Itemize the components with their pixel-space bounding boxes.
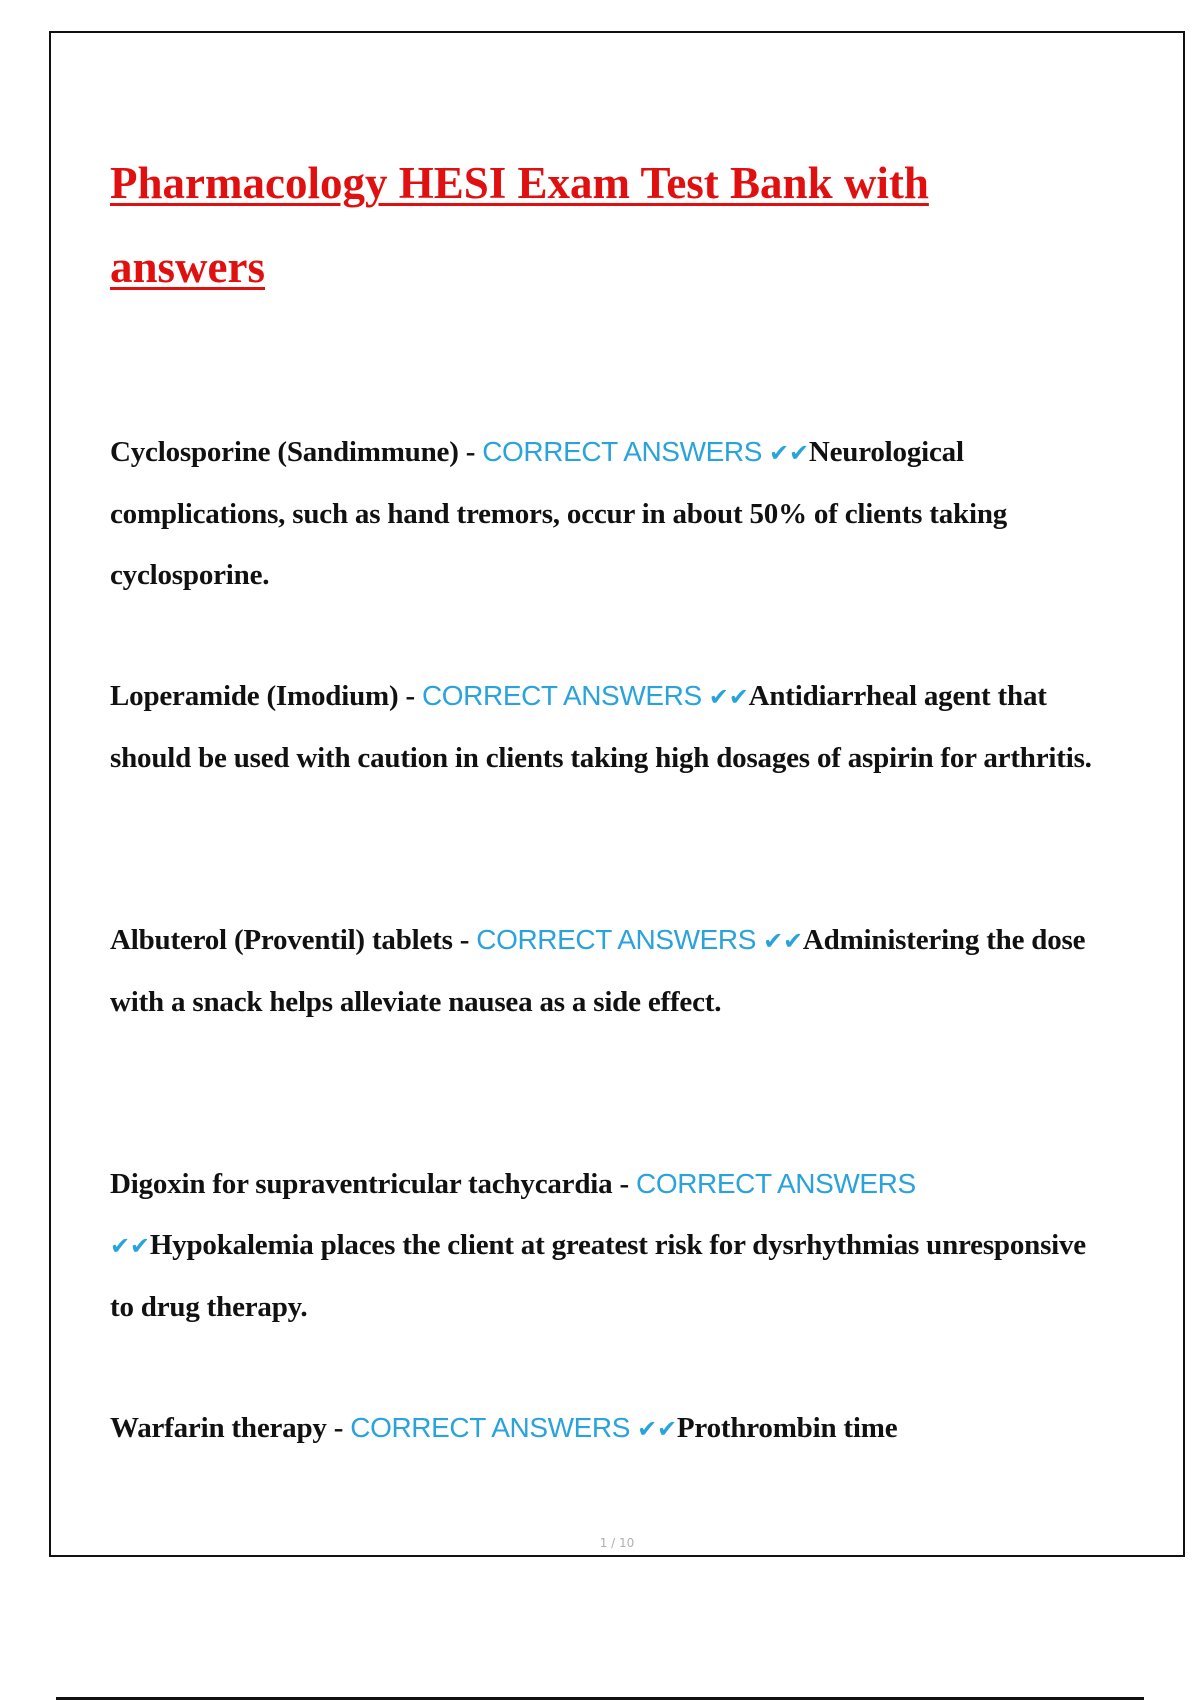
entry-term: Warfarin therapy: [110, 1412, 327, 1444]
entry-term: Cyclosporine (Sandimmune): [110, 436, 459, 468]
qa-entry: [110, 665, 1110, 789]
entry-answer: Administering the dose with a snack helps alleviate nausea as a side effect.: [110, 924, 1086, 1018]
entry-separator: -: [326, 1412, 351, 1444]
entry-answer: Neurological complications, such as hand tremors, occur in about 50% of clients taking cyclosporine.: [110, 436, 1008, 591]
qa-entry: [110, 1397, 1110, 1460]
entry-separator: -: [458, 436, 483, 468]
double-check-icon: ✔✔: [708, 683, 749, 711]
double-check-icon: ✔✔: [763, 927, 803, 955]
correct-answers-label: CORRECT ANSWERS: [482, 436, 762, 467]
entry-term: Digoxin for supraventricular tachycardia: [110, 1168, 613, 1200]
qa-entry: [110, 909, 1110, 1033]
page-indicator: 1 / 10: [599, 1536, 635, 1550]
entry-term: Albuterol (Proventil) tablets: [110, 924, 453, 956]
double-check-icon: ✔✔: [769, 439, 809, 467]
document-page: [49, 31, 1185, 1557]
double-check-icon: ✔✔: [637, 1415, 677, 1443]
qa-entry: [110, 421, 1110, 606]
entry-term: Loperamide (Imodium): [110, 680, 399, 712]
correct-answers-label: CORRECT ANSWERS: [636, 1168, 916, 1199]
entry-separator: -: [452, 924, 477, 956]
document-title: [110, 141, 1090, 309]
entry-separator: -: [612, 1168, 636, 1200]
entry-separator: -: [398, 680, 422, 712]
correct-answers-label: CORRECT ANSWERS: [350, 1412, 631, 1443]
correct-answers-label: CORRECT ANSWERS: [476, 924, 757, 955]
document-title-text: Pharmacology HESI Exam Test Bank with answers: [110, 158, 929, 292]
qa-entry: [110, 1153, 1110, 1338]
entry-answer: Prothrombin time: [676, 1412, 898, 1444]
entry-answer: Hypokalemia places the client at greatest risk for dysrhythmias unresponsive to drug therapy.: [110, 1229, 1086, 1323]
correct-answers-label: CORRECT ANSWERS: [421, 680, 702, 711]
entry-answer: Antidiarrheal agent that should be used with caution in clients taking high dosages of aspirin for arthritis.: [110, 680, 1092, 774]
double-check-icon: ✔✔: [110, 1232, 150, 1260]
